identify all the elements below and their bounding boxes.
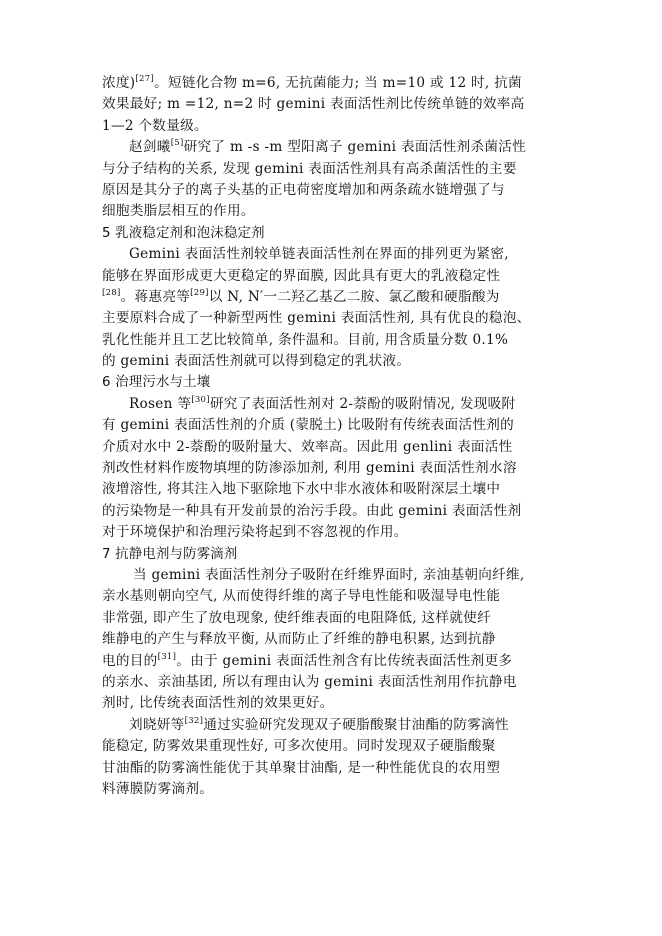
line-text: 有 gemini 表面活性剂的介质 (蒙脱土) 比吸附有传统表面活性剂的 [102,417,515,434]
text-line [102,137,572,158]
line-text: 的污染物是一种具有开发前景的治污手段。由此 gemini 表面活性剂 [102,502,522,519]
line-text: 7 抗静电剂与防雾滴剂 [102,546,238,562]
line-text: 研究了表面活性剂对 2-萘酚的吸附情况, 发现吸附 [209,395,516,412]
text-line [102,287,572,308]
line-text: 。短链化合物 m=6, 无抗菌能力; 当 m=10 或 12 时, 抗菌 [154,75,522,91]
text-line [102,758,572,779]
citation-ref: [30] [191,394,210,405]
text-line [102,266,572,287]
text-line [102,330,572,351]
line-text: 料薄膜防雾滴剂。 [102,780,214,797]
text-line [102,779,572,800]
text-line [102,651,572,672]
line-text: 。由于 gemini 表面活性剂含有比传统表面活性剂更多 [176,652,513,669]
text-line [102,629,572,650]
line-text: 的亲水、亲油基团, 所以有理由认为 gemini 表面活性剂用作抗静电 [102,673,517,690]
line-text: 乳化性能并且工艺比较简单, 条件温和。目前, 用含质量分数 0.1% [102,331,509,348]
citation-ref: [5] [170,138,184,149]
text-line [102,608,572,629]
text-line [102,522,572,543]
line-text: 6 治理污水与土壤 [102,375,211,391]
line-text: 研究了 m -s -m 型阳离子 gemini 表面活性剂杀菌活性 [183,139,526,156]
line-text: 剂改性材料作废物填埋的防渗添加剂, 利用 gemini 表面活性剂水溶 [102,460,517,477]
text-line [102,201,572,222]
line-text: 介质对水中 2-萘酚的吸附量大、效率高。因此用 genlini 表面活性 [102,438,513,455]
text-line [102,672,572,693]
line-text: 刘晓妍等 [129,716,185,733]
line-text: 主要原料合成了一种新型两性 gemini 表面活性剂, 具有优良的稳泡、 [102,310,531,327]
citation-ref: [31] [157,651,177,662]
text-line [102,458,572,479]
line-text: 能够在界面形成更大更稳定的界面膜, 因此具有更大的乳液稳定性 [102,267,501,284]
text-line [102,715,572,736]
line-text: 亲水基则朝向空气, 从而使得纤维的离子导电性能和吸湿导电性能 [102,588,501,605]
text-line [102,586,572,607]
section-heading [102,372,572,393]
body-text [102,73,572,800]
line-text: 与分子结构的关系, 发现 gemini 表面活性剂具有高杀菌活性的主要 [102,160,517,177]
line-text: Gemini 表面活性剂较单链表面活性剂在界面的排列更为紧密, [129,246,509,263]
line-text: 浓度) [102,75,136,91]
line-text: 的 gemini 表面活性剂就可以得到稳定的乳状液。 [102,353,411,370]
text-line [102,180,572,201]
text-line [102,351,572,372]
line-text: 电的目的 [102,652,158,669]
line-text: 5 乳液稳定剂和泡沫稳定剂 [102,225,265,241]
citation-ref: [27] [135,74,155,84]
text-line [102,394,572,415]
text-line [102,308,572,329]
text-line [102,501,572,522]
line-text: 效果最好; m =12, n=2 时 gemini 表面活性剂比传统单链的效率高 [102,96,525,113]
text-line [102,693,572,714]
section-heading [102,223,572,244]
line-text: 细胞类脂层相互的作用。 [102,203,255,220]
line-text: 对于环境保护和治理污染将起到不容忽视的作用。 [102,524,408,541]
text-line [102,479,572,500]
text-line [102,736,572,757]
line-text: 能稳定, 防雾效果重现性好, 可多次使用。同时发现双子硬脂酸聚 [102,738,496,755]
line-text: 。蒋惠亮等 [120,288,191,305]
line-text: 非常强, 即产生了放电现象, 使纤维表面的电阻降低, 这样就使纤 [102,609,491,626]
citation-ref: [32] [184,715,204,726]
line-text: 通过实验研究发现双子硬脂酸聚甘油酯的防雾滴性 [203,716,509,733]
text-line [102,437,572,458]
text-line [102,159,572,180]
text-line [102,94,572,115]
citation-ref: [28] [102,287,121,298]
line-text: 1—2 个数量级。 [102,117,208,134]
section-heading [102,544,572,565]
text-line [102,116,572,137]
line-text: 以 N, N′一二羟乙基乙二胺、氯乙酸和硬脂酸为 [208,288,500,305]
text-line [102,565,572,586]
line-text: 甘油酯的防雾滴性能优于其单聚甘油酯, 是一种性能优良的农用塑 [102,759,501,776]
line-text: 原因是其分子的离子头基的正电荷密度增加和两条疏水链增强了与 [102,181,505,198]
text-line [102,73,572,94]
line-text: Rosen 等 [129,395,192,412]
text-line [102,415,572,436]
line-text: 赵剑曦 [129,139,171,156]
citation-ref: [29] [190,287,209,298]
line-text: 当 gemini 表面活性剂分子吸附在纤维界面时, 亲油基朝向纤维, [133,566,525,583]
line-text: 维静电的产生与释放平衡, 从而防止了纤维的静电积累, 达到抗静 [102,631,496,648]
text-line [102,244,572,265]
line-text: 液增溶性, 将其注入地下驱除地下水中非水液体和吸附深层土壤中 [102,481,501,498]
line-text: 剂时, 比传统表面活性剂的效果更好。 [102,695,334,712]
